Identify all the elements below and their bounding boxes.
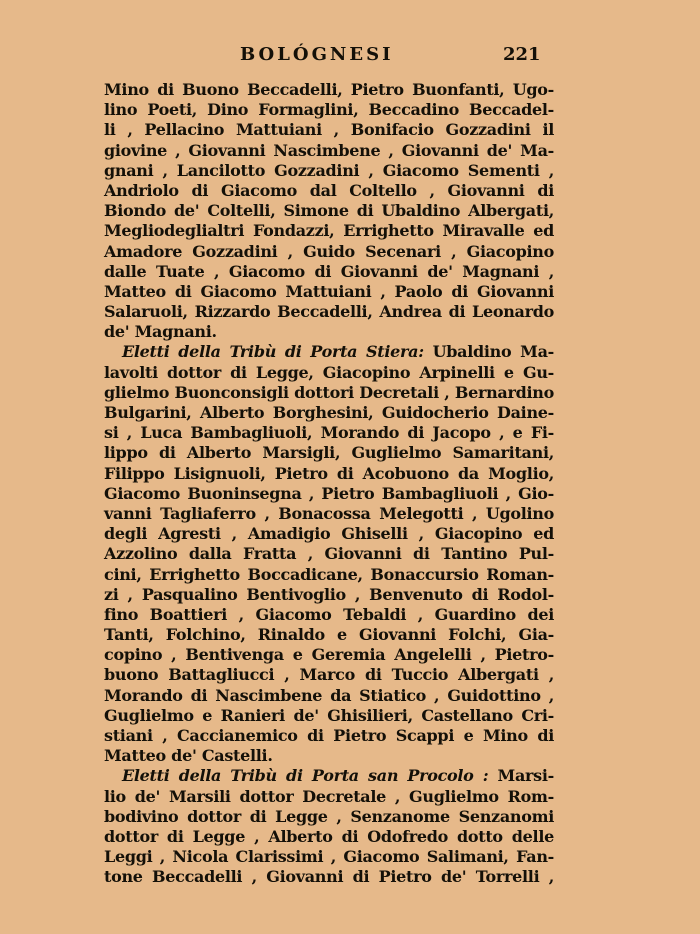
text-line: li , Pellacino Mattuiani , Bonifacio Gozzadini il	[104, 120, 554, 140]
page-header	[0, 44, 700, 70]
text-line: Biondo de' Coltelli, Simone di Ubaldino Albergati,	[104, 201, 554, 221]
text-line: Mino di Buono Beccadelli, Pietro Buonfanti, Ugo-	[104, 80, 554, 99]
body-text	[104, 80, 554, 888]
text-line: copino , Bentivenga e Geremia Angelelli , Pietro-	[104, 645, 554, 665]
text-line: lio de' Marsili dottor Decretale , Guglielmo Rom-	[104, 786, 554, 806]
text-line: gnani , Lancilotto Gozzadini , Giacomo Sementi ,	[104, 160, 554, 180]
text-line: Salaruoli, Rizzardo Beccadelli, Andrea di Leonardo	[104, 302, 554, 322]
text-fragment: Ubaldino Ma-	[423, 342, 554, 362]
text-line: Azzolino dalla Fratta , Giovanni di Tantino Pul-	[104, 544, 554, 564]
text-line: Matteo di Giacomo Mattuiani , Paolo di Giovanni	[104, 281, 554, 301]
text-line: Tanti, Folchino, Rinaldo e Giovanni Folchi, Gia-	[104, 625, 554, 645]
section-heading: Eletti della Tribù di Porta Stiera:	[122, 342, 424, 362]
text-line: dottor di Legge , Alberto di Odofredo dotto delle	[104, 826, 554, 846]
text-line: lippo di Alberto Marsigli, Guglielmo Samaritani,	[104, 443, 554, 463]
text-line: si , Luca Bambagliuoli, Morando di Jacopo , e Fi-	[104, 423, 554, 443]
text-line: Guglielmo e Ranieri de' Ghisilieri, Castellano Cri-	[104, 705, 554, 725]
text-line	[104, 342, 554, 362]
text-line: Leggi , Nicola Clarissimi , Giacomo Salimani, Fan-	[104, 847, 554, 867]
text-fragment: Marsi-	[488, 766, 554, 786]
text-line: Giacomo Buoninsegna , Pietro Bambagliuoli , Gio-	[104, 483, 554, 503]
text-line: bodivino dottor di Legge , Senzanome Senzanomi	[104, 806, 554, 826]
text-line: Matteo de' Castelli.	[104, 746, 273, 766]
text-line: de' Magnani.	[104, 322, 217, 342]
text-line: cini, Errighetto Boccadicane, Bonaccursio Roman-	[104, 564, 554, 584]
text-line: degli Agresti , Amadigio Ghiselli , Giacopino ed	[104, 524, 554, 544]
text-line: Andriolo di Giacomo dal Coltello , Giovanni di	[104, 180, 554, 200]
text-line: stiani , Caccianemico di Pietro Scappi e Mino di	[104, 726, 554, 745]
text-line: lavolti dottor di Legge, Giacopino Arpinelli e Gu-	[104, 362, 554, 382]
text-line: Megliodeglialtri Fondazzi, Errighetto Miravalle ed	[104, 221, 554, 241]
text-line: glielmo Buonconsigli dottori Decretali , Bernardino	[104, 382, 554, 402]
text-line: lino Poeti, Dino Formaglini, Beccadino Beccadel-	[104, 100, 554, 120]
section-heading: Eletti della Tribù di Porta san Procolo :	[122, 766, 489, 786]
text-line: vanni Tagliaferro , Bonacossa Melegotti , Ugolino	[104, 503, 554, 523]
text-line: dalle Tuate , Giacomo di Giovanni de' Magnani ,	[104, 261, 554, 281]
text-line: zi , Pasqualino Bentivoglio , Benvenuto di Rodol-	[104, 584, 554, 604]
text-line	[104, 766, 554, 786]
text-line: fino Boattieri , Giacomo Tebaldi , Guardino dei	[104, 604, 554, 624]
text-line: giovine , Giovanni Nascimbene , Giovanni de' Ma-	[104, 140, 554, 160]
text-line: Bulgarini, Alberto Borghesini, Guidocherio Daine-	[104, 403, 554, 422]
text-line: Morando di Nascimbene da Stiatico , Guidottino ,	[104, 685, 554, 705]
text-line: buono Battagliucci , Marco di Tuccio Albergati ,	[104, 665, 554, 685]
text-line: Filippo Lisignuoli, Pietro di Acobuono da Moglio,	[104, 463, 554, 483]
page-number: 221	[503, 44, 541, 65]
running-title: BOLÓGNESI	[240, 44, 394, 65]
text-line: tone Beccadelli , Giovanni di Pietro de' Torrelli ,	[104, 867, 554, 887]
text-line: Amadore Gozzadini , Guido Secenari , Giacopino	[104, 241, 554, 261]
